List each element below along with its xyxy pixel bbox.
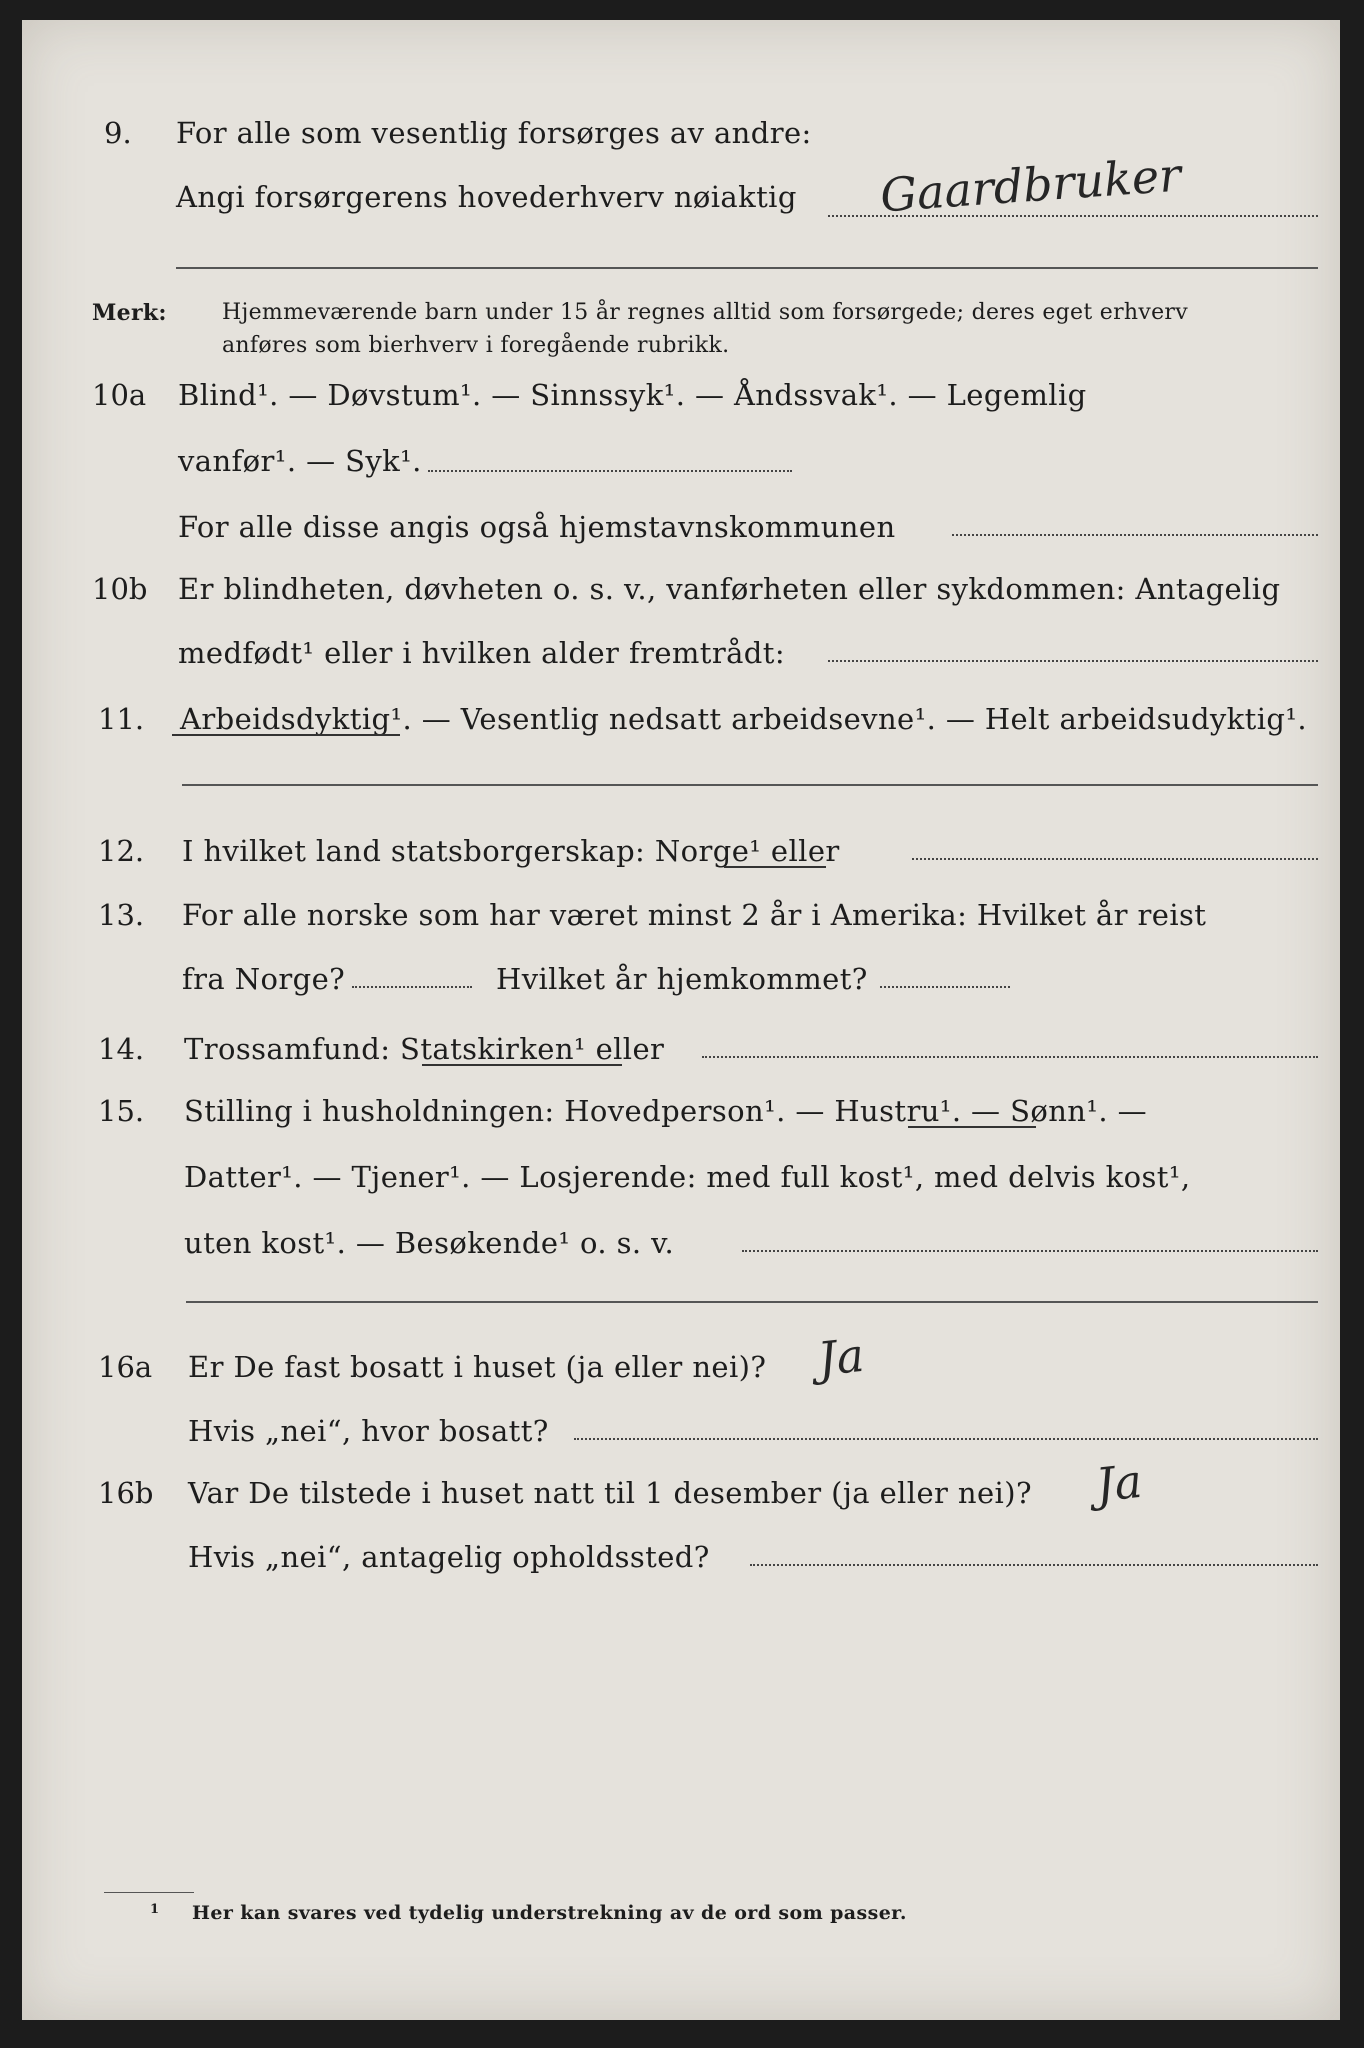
q10a-number: 10a [92, 378, 147, 412]
q15-text-line2: Datter¹. — Tjener¹. — Losjerende: med full kost¹, med delvis kost¹, [184, 1160, 1191, 1194]
q12-answer-line [912, 858, 1318, 860]
q9-extra-line [176, 267, 1318, 269]
footnote-mark: 1 [150, 1902, 160, 1917]
q12-number: 12. [98, 834, 145, 868]
q12-underline-norge [724, 866, 826, 868]
q10b-answer-line [828, 660, 1318, 662]
q15-number: 15. [98, 1094, 145, 1128]
q13-departure-year-line [352, 986, 472, 988]
q14-answer-line [702, 1056, 1318, 1058]
q11-text: Arbeidsdyktig¹. — Vesentlig nedsatt arbeidsevne¹. — Helt arbeidsudyktig¹. [180, 702, 1307, 736]
q16a-number: 16a [98, 1350, 153, 1384]
q15-extra-line [186, 1301, 1318, 1303]
q10a-text-line1: Blind¹. — Døvstum¹. — Sinnssyk¹. — Åndssvak¹. — Legemlig [178, 378, 1087, 412]
q10a-answer-line [428, 470, 792, 472]
q13-text-line1: For alle norske som har været minst 2 år i Amerika: Hvilket år reist [182, 898, 1207, 932]
census-form-page [22, 20, 1340, 2020]
q11-underline-arbeidsdyktig [172, 734, 400, 736]
q12-text: I hvilket land statsborgerskap: Norge¹ eller [182, 834, 840, 868]
q16a-text-line2: Hvis „nei“, hvor bosatt? [188, 1414, 549, 1448]
q10a-hometown-line [952, 534, 1318, 536]
q14-number: 14. [98, 1032, 145, 1066]
q9-handwritten-answer: Gaardbruker [878, 147, 1183, 223]
q15-answer-line [742, 1250, 1318, 1252]
q10b-text-line1: Er blindheten, døvheten o. s. v., vanførheten eller sykdommen: Antagelig [178, 572, 1281, 606]
q16b-text-line1: Var De tilstede i huset natt til 1 desember (ja eller nei)? [188, 1476, 1032, 1510]
q15-text-line3: uten kost¹. — Besøkende¹ o. s. v. [184, 1226, 675, 1260]
q16b-number: 16b [98, 1476, 154, 1510]
q16a-answer-line [574, 1438, 1318, 1440]
q16b-text-line2: Hvis „nei“, antagelig opholdssted? [188, 1540, 710, 1574]
q9-text-line2: Angi forsørgerens hovederhverv nøiaktig [176, 180, 797, 214]
q15-text-line1: Stilling i husholdningen: Hovedperson¹. — Hustru¹. — Sønn¹. — [184, 1094, 1148, 1128]
q10b-number: 10b [92, 572, 148, 606]
merk-text-line2: anføres som bierhverv i foregående rubrikk. [222, 333, 730, 358]
q10b-text-line2: medfødt¹ eller i hvilken alder fremtrådt: [178, 636, 785, 670]
q11-extra-line [182, 784, 1318, 786]
q14-text: Trossamfund: Statskirken¹ eller [184, 1032, 665, 1066]
q13-number: 13. [98, 898, 145, 932]
q10a-text-line2: vanfør¹. — Syk¹. [178, 444, 422, 478]
q10a-text-line3: For alle disse angis også hjemstavnskommunen [178, 510, 896, 544]
merk-label: Merk: [92, 300, 167, 326]
merk-text-line1: Hjemmeværende barn under 15 år regnes alltid som forsørgede; deres eget erhverv [222, 300, 1188, 325]
footnote-text: Her kan svares ved tydelig understrekning av de ord som passer. [192, 1902, 907, 1924]
q9-number: 9. [104, 116, 132, 150]
q13-text-line2a: fra Norge? [182, 962, 346, 996]
q9-text-line1: For alle som vesentlig forsørges av andre: [176, 116, 812, 150]
q16a-handwritten-answer: Ja [815, 1327, 867, 1387]
q16b-handwritten-answer: Ja [1093, 1453, 1145, 1513]
q15-underline-hustru [908, 1126, 1036, 1128]
footnote-rule [104, 1892, 194, 1893]
q13-return-year-line [880, 986, 1010, 988]
q11-number: 11. [98, 702, 145, 736]
q16a-text-line1: Er De fast bosatt i huset (ja eller nei)? [188, 1350, 767, 1384]
q16b-answer-line [750, 1564, 1318, 1566]
q14-underline-statskirken [422, 1064, 622, 1066]
q13-text-line2b: Hvilket år hjemkommet? [496, 962, 868, 996]
